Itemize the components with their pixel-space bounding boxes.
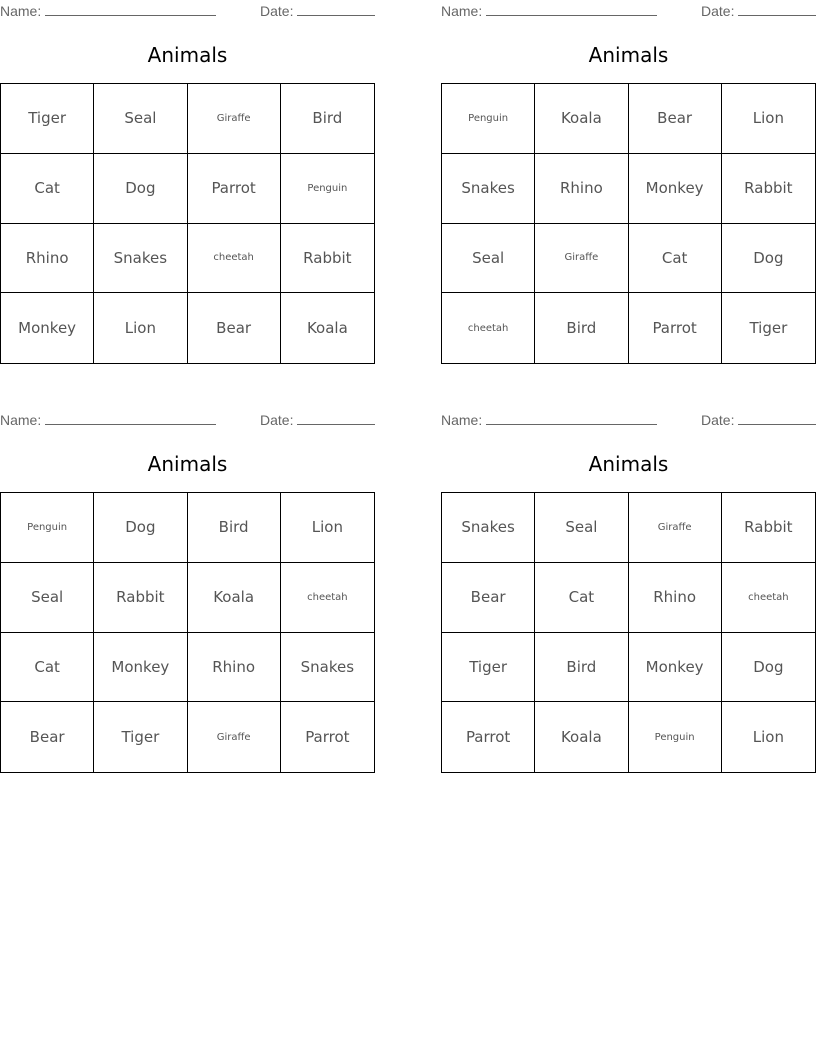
bingo-cell[interactable]: Bird xyxy=(535,633,628,703)
bingo-cell[interactable]: Snakes xyxy=(281,633,374,703)
bingo-cell[interactable]: Lion xyxy=(722,84,815,154)
bingo-cell[interactable]: Penguin xyxy=(281,154,374,224)
bingo-cell[interactable]: Snakes xyxy=(442,493,535,563)
date-blank-line[interactable] xyxy=(297,412,375,425)
bingo-cell[interactable]: Parrot xyxy=(188,154,281,224)
bingo-cell[interactable]: Dog xyxy=(94,154,187,224)
bingo-cell[interactable]: Cat xyxy=(1,154,94,224)
name-blank-line[interactable] xyxy=(486,3,657,16)
bingo-cell[interactable]: Koala xyxy=(188,563,281,633)
bingo-cell[interactable]: Seal xyxy=(535,493,628,563)
bingo-cell[interactable]: cheetah xyxy=(442,293,535,363)
bingo-cell[interactable]: Lion xyxy=(752,728,784,747)
name-field[interactable] xyxy=(0,2,216,20)
bingo-cell[interactable]: Rabbit xyxy=(722,154,815,224)
date-blank-line[interactable] xyxy=(738,412,816,425)
bingo-cell[interactable]: Tiger xyxy=(1,84,94,154)
bingo-cell[interactable]: Penguin xyxy=(442,84,535,154)
bingo-cell[interactable]: Cat xyxy=(1,633,94,703)
bingo-cell[interactable]: Snakes xyxy=(442,154,535,224)
name-field[interactable] xyxy=(441,2,657,20)
bingo-cell[interactable]: Parrot xyxy=(305,728,350,747)
bingo-cell[interactable]: Monkey xyxy=(94,633,187,703)
bingo-cell[interactable]: Bear xyxy=(1,702,94,772)
name-label: Name: xyxy=(441,3,483,19)
name-label: Name: xyxy=(0,3,42,19)
bingo-cell[interactable]: Dog xyxy=(722,633,815,703)
bingo-cell[interactable]: Snakes xyxy=(94,224,187,294)
date-label: Date: xyxy=(260,3,294,19)
bingo-grid xyxy=(441,492,816,773)
bingo-cell[interactable]: Penguin xyxy=(629,702,722,772)
bingo-cell[interactable]: Rhino xyxy=(535,154,628,224)
bingo-cell[interactable]: Monkey xyxy=(1,293,94,363)
bingo-cell[interactable]: Cat xyxy=(535,563,628,633)
name-field[interactable] xyxy=(441,411,657,429)
bingo-cell[interactable]: Giraffe xyxy=(188,84,281,154)
name-label: Name: xyxy=(0,412,42,428)
bingo-cell[interactable]: Bird xyxy=(281,84,374,154)
bingo-cell[interactable]: Parrot xyxy=(629,293,722,363)
bingo-cell[interactable]: Koala xyxy=(535,84,628,154)
card-title: Animals xyxy=(147,452,228,476)
bingo-cell[interactable]: Giraffe xyxy=(188,702,281,772)
card-title: Animals xyxy=(588,43,669,67)
bingo-cell[interactable]: Monkey xyxy=(629,154,722,224)
bingo-cell[interactable]: Dog xyxy=(94,493,187,563)
name-field[interactable] xyxy=(0,411,216,429)
bingo-cell[interactable]: Seal xyxy=(1,563,94,633)
date-label: Date: xyxy=(701,3,735,19)
bingo-cell[interactable]: Tiger xyxy=(94,702,187,772)
date-field[interactable] xyxy=(260,2,375,20)
date-label: Date: xyxy=(260,412,294,428)
date-field[interactable] xyxy=(701,2,816,20)
bingo-cell[interactable]: Rabbit xyxy=(281,224,374,294)
bingo-cell[interactable]: Dog xyxy=(722,224,815,294)
name-blank-line[interactable] xyxy=(486,412,657,425)
name-blank-line[interactable] xyxy=(45,3,216,16)
bingo-cell[interactable]: Lion xyxy=(281,493,374,563)
bingo-cell[interactable]: Rabbit xyxy=(94,563,187,633)
bingo-cell[interactable]: Tiger xyxy=(749,319,788,338)
bingo-cell[interactable]: Koala xyxy=(535,702,628,772)
bingo-cell[interactable]: Lion xyxy=(94,293,187,363)
bingo-cell[interactable]: cheetah xyxy=(281,563,374,633)
name-blank-line[interactable] xyxy=(45,412,216,425)
date-field[interactable] xyxy=(701,411,816,429)
bingo-cell[interactable]: Bear xyxy=(629,84,722,154)
bingo-cell[interactable]: Penguin xyxy=(1,493,94,563)
name-label: Name: xyxy=(441,412,483,428)
bingo-cell[interactable]: Bird xyxy=(535,293,628,363)
bingo-cell[interactable]: Parrot xyxy=(442,702,535,772)
bingo-cell[interactable]: Giraffe xyxy=(629,493,722,563)
bingo-cell[interactable]: Bear xyxy=(442,563,535,633)
date-field[interactable] xyxy=(260,411,375,429)
date-label: Date: xyxy=(701,412,735,428)
card-title: Animals xyxy=(588,452,669,476)
card-title: Animals xyxy=(147,43,228,67)
date-blank-line[interactable] xyxy=(738,3,816,16)
date-blank-line[interactable] xyxy=(297,3,375,16)
bingo-cell[interactable]: Rabbit xyxy=(722,493,815,563)
bingo-cell[interactable]: Bear xyxy=(188,293,281,363)
bingo-cell[interactable]: Koala xyxy=(306,319,348,338)
bingo-cell[interactable]: cheetah xyxy=(188,224,281,294)
bingo-cell[interactable]: Rhino xyxy=(188,633,281,703)
bingo-cell[interactable]: Seal xyxy=(442,224,535,294)
bingo-cell[interactable]: Rhino xyxy=(629,563,722,633)
bingo-cell[interactable]: Monkey xyxy=(629,633,722,703)
bingo-cell[interactable]: Cat xyxy=(629,224,722,294)
bingo-cell[interactable]: Bird xyxy=(188,493,281,563)
bingo-grid xyxy=(441,83,816,364)
bingo-cell[interactable]: Rhino xyxy=(1,224,94,294)
bingo-cell[interactable]: Seal xyxy=(94,84,187,154)
bingo-cell[interactable]: Giraffe xyxy=(535,224,628,294)
bingo-cell[interactable]: Tiger xyxy=(442,633,535,703)
bingo-grid xyxy=(0,83,375,364)
bingo-cell[interactable]: cheetah xyxy=(722,563,815,633)
bingo-grid xyxy=(0,492,375,773)
